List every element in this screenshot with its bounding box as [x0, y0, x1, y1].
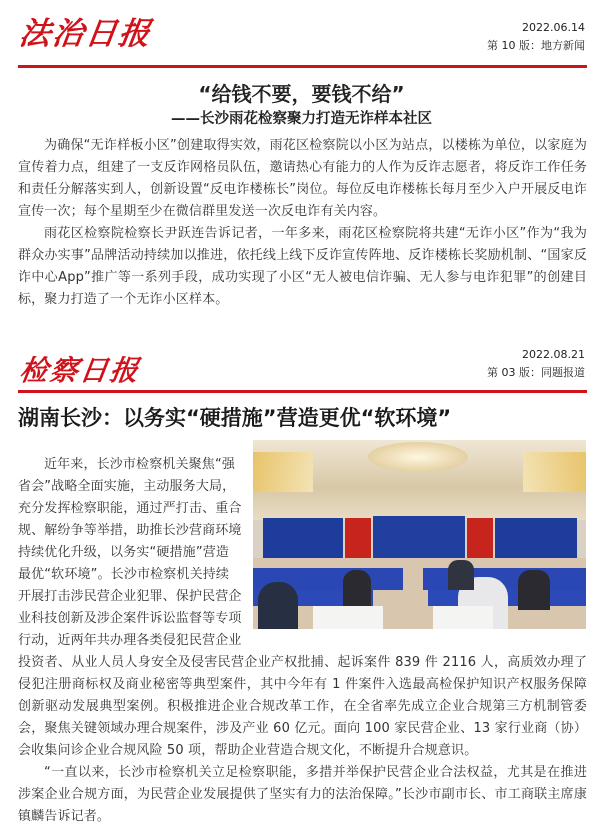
text-line: 省会”战略全面实施，主动服务大局， — [18, 479, 236, 494]
article1-subtitle: ——长沙雨花检察聚力打造无诈样本社区 — [171, 111, 432, 127]
article1-meta — [487, 19, 585, 55]
article2-page: 第 03 版：同题报道 — [487, 366, 585, 379]
article2-date: 2022.08.21 — [522, 348, 585, 361]
article2-meta — [487, 346, 585, 382]
paragraph: 投资者、从业人员人身安全及侵害民营企业产权批捕、起诉案件 839 件 2116 人，高质效办理了侵犯注册商标权及商业秘密等典型案件，其中今年有 1 件案件入选最高检保护知识产权服务保障创新驱动发展典型案例。积极推进企业合规改革工作，在全省率先成立企业合规第三方机制管委会，聚焦关键领域办理合规案件，涉及产业 60 亿元。面向 100 家民营企业、13 家行业商（协）会收集问诊企业合规风险 50 项，帮助企业营造合规文化，不断提升合规意识。 — [18, 655, 587, 758]
header-rule — [18, 65, 587, 68]
text-line: 最优“软环境”。长沙市检察机关持续 — [18, 567, 230, 582]
article2-body — [18, 652, 587, 828]
text-line: 业科技创新及涉企案件诉讼监督等专项 — [18, 611, 242, 626]
conference-photo — [253, 440, 586, 629]
jiancha-ribao-logo: 检察日报 — [17, 354, 143, 387]
text-line: 充分发挥检察职能，通过严打击、重合 — [18, 501, 242, 516]
text-line: 持续优化升级，以务实“硬措施”营造 — [18, 545, 230, 560]
article1-page: 第 10 版：地方新闻 — [487, 39, 585, 52]
text-line: 开展打击涉民营企业犯罪、保护民营企 — [18, 589, 242, 604]
article2-title: 湖南长沙：以务实“硬措施”营造更优“软环境” — [18, 406, 452, 430]
text-line: 行动，近两年共办理各类侵犯民营企业 — [18, 633, 242, 648]
article1-date: 2022.06.14 — [522, 21, 585, 34]
header-rule — [18, 390, 587, 393]
article2-side-column — [18, 454, 243, 652]
text-line: 规、解纷争等举措，助推长沙营商环境 — [18, 523, 242, 538]
article1-body — [18, 135, 587, 311]
paragraph: 雨花区检察院检察长尹跃连告诉记者，一年多来，雨花区检察院将共建“无诈小区”作为“我为群众办实事”品牌活动持续加以推进，依托线上线下反诈宣传阵地、反诈楼栋长奖励机制、“国家反诈中心App”推广等一系列手段，成功实现了小区“无人被电信诈骗、无人参与电诈犯罪”的创建目标，聚力打造了一个无诈小区样本。 — [18, 226, 587, 307]
paragraph: “一直以来，长沙市检察机关立足检察职能，多措并举保护民营企业合法权益，尤其是在推进涉案企业合规方面，为民营企业发展提供了坚实有力的法治保障。”长沙市副市长、市工商联主席康镇麟告诉记者。 — [18, 765, 587, 824]
fazhi-ribao-logo: 法治日报 — [16, 16, 155, 52]
article1-title: “给钱不要，要钱不给” — [198, 82, 405, 106]
paragraph: 为确保“无诈样板小区”创建取得实效，雨花区检察院以小区为站点，以楼栋为单位，以家庭为宣传着力点，组建了一支反诈网格员队伍，邀请热心有能力的人作为反诈志愿者，将反诈工作任务和责任分解落实到人，创新设置“反电诈楼栋长”岗位。每位反电诈楼栋长每月至少入户开展反电诈宣传一次；每个星期至少在微信群里发送一次反电诈有关内容。 — [18, 138, 587, 219]
text-line: 近年来，长沙市检察机关聚焦“强 — [44, 457, 235, 472]
